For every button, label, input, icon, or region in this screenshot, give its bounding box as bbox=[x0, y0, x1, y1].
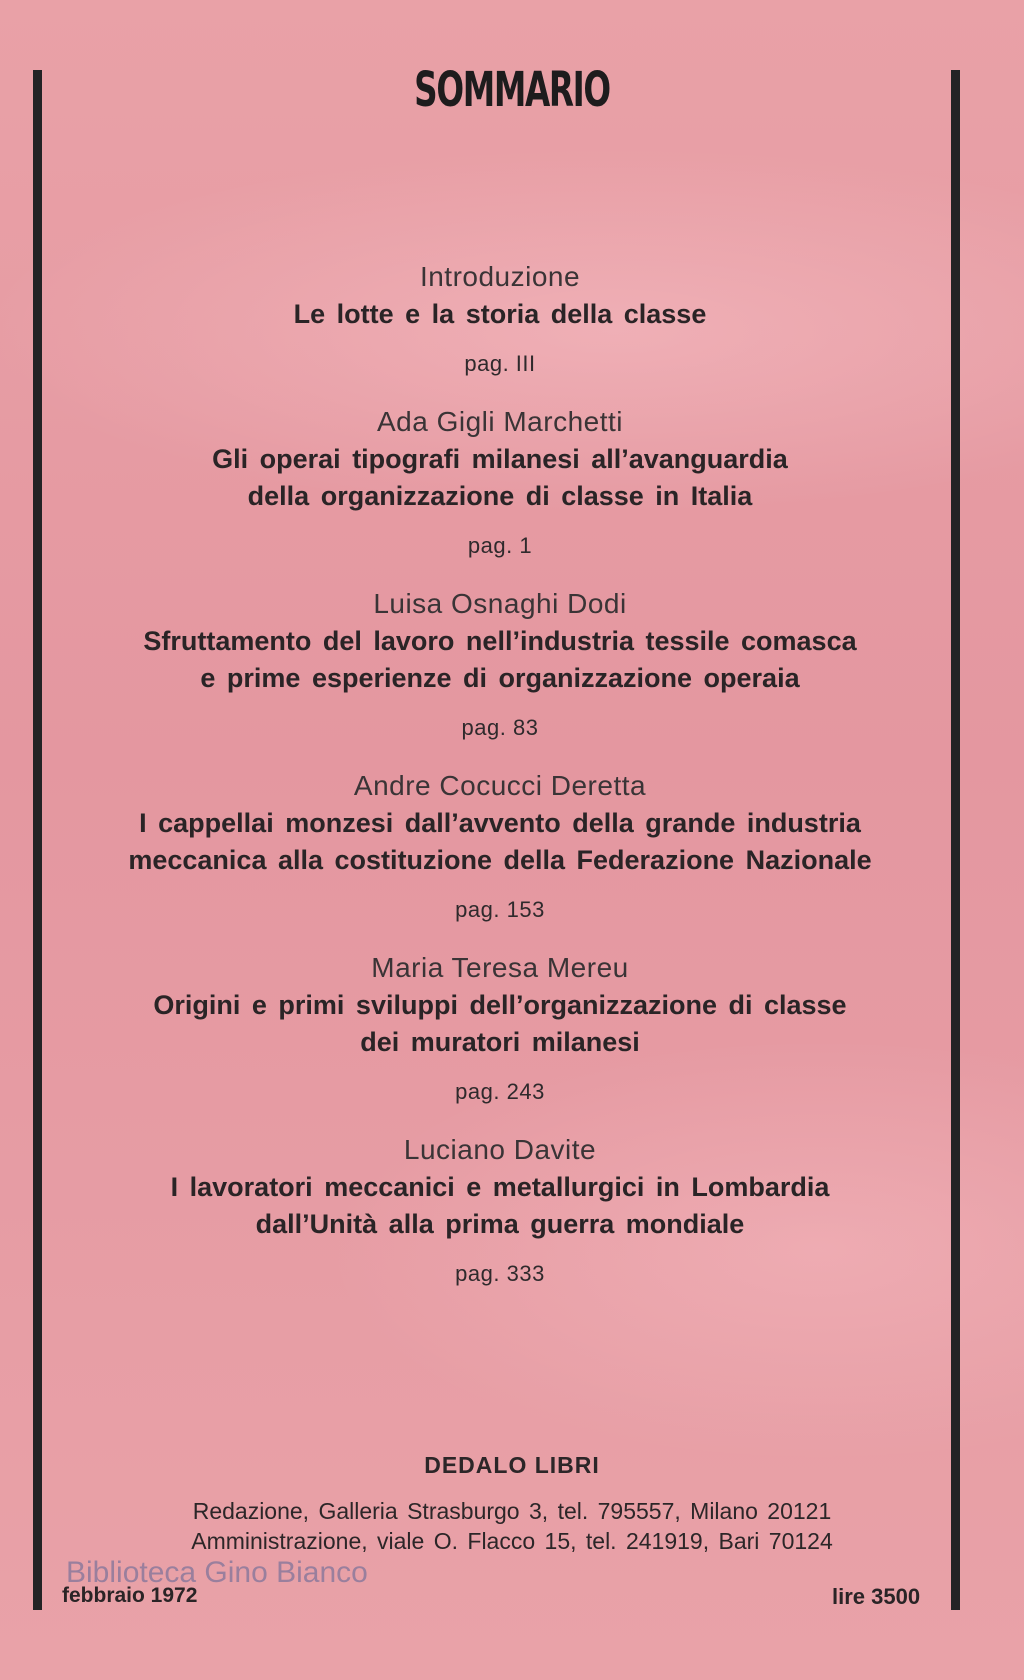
toc-entry bbox=[60, 949, 940, 1109]
toc-entry bbox=[60, 1131, 940, 1291]
entry-title-line: I cappellai monzesi dall’avvento della grande industria bbox=[139, 808, 861, 838]
entry-title-line: I lavoratori meccanici e metallurgici in Lombardia bbox=[170, 1172, 830, 1202]
toc-entry bbox=[60, 585, 940, 745]
right-border-rule bbox=[951, 70, 960, 1610]
toc-entry bbox=[60, 258, 940, 381]
table-of-contents bbox=[60, 258, 940, 1313]
page-title: SOMMARIO bbox=[414, 62, 610, 118]
entry-title-line: Le lotte e la storia della classe bbox=[293, 299, 707, 329]
issue-date: febbraio 1972 bbox=[62, 1584, 198, 1607]
entry-author: Introduzione bbox=[419, 261, 581, 292]
entry-title-line: Sfruttamento del lavoro nell’industria tessile comasca bbox=[143, 626, 857, 656]
publisher-name: DEDALO LIBRI bbox=[424, 1452, 600, 1478]
entry-author: Maria Teresa Mereu bbox=[371, 952, 629, 983]
entry-title-line: Gli operai tipografi milanesi all’avanguardia bbox=[212, 444, 788, 474]
toc-entry bbox=[60, 767, 940, 927]
entry-title-line: Origini e primi sviluppi dell’organizzazione di classe bbox=[153, 990, 847, 1020]
entry-page: pag. 333 bbox=[455, 1261, 545, 1286]
entry-title-line: e prime esperienze di organizzazione operaia bbox=[200, 663, 800, 693]
entry-title-line: della organizzazione di classe in Italia bbox=[247, 481, 753, 511]
entry-author: Ada Gigli Marchetti bbox=[376, 406, 624, 437]
entry-author: Luisa Osnaghi Dodi bbox=[373, 588, 627, 619]
publisher-address-line: Amministrazione, viale O. Flacco 15, tel. 241919, Bari 70124 bbox=[191, 1528, 833, 1554]
entry-page: pag. 243 bbox=[455, 1079, 545, 1104]
entry-page: pag. 83 bbox=[461, 715, 539, 740]
library-watermark: Biblioteca Gino Bianco bbox=[66, 1556, 368, 1589]
price: lire 3500 bbox=[832, 1584, 921, 1609]
left-border-rule bbox=[33, 70, 42, 1610]
entry-title-line: meccanica alla costituzione della Federazione Nazionale bbox=[128, 845, 872, 875]
entry-author: Luciano Davite bbox=[403, 1134, 597, 1165]
entry-title-line: dall’Unità alla prima guerra mondiale bbox=[255, 1209, 745, 1239]
publisher-address-line: Redazione, Galleria Strasburgo 3, tel. 795557, Milano 20121 bbox=[192, 1498, 832, 1524]
toc-entry bbox=[60, 403, 940, 563]
entry-title-line: dei muratori milanesi bbox=[360, 1027, 640, 1057]
entry-page: pag. 1 bbox=[467, 533, 533, 558]
entry-page: pag. 153 bbox=[455, 897, 545, 922]
entry-page: pag. III bbox=[464, 351, 536, 376]
entry-author: Andre Cocucci Deretta bbox=[353, 770, 647, 801]
